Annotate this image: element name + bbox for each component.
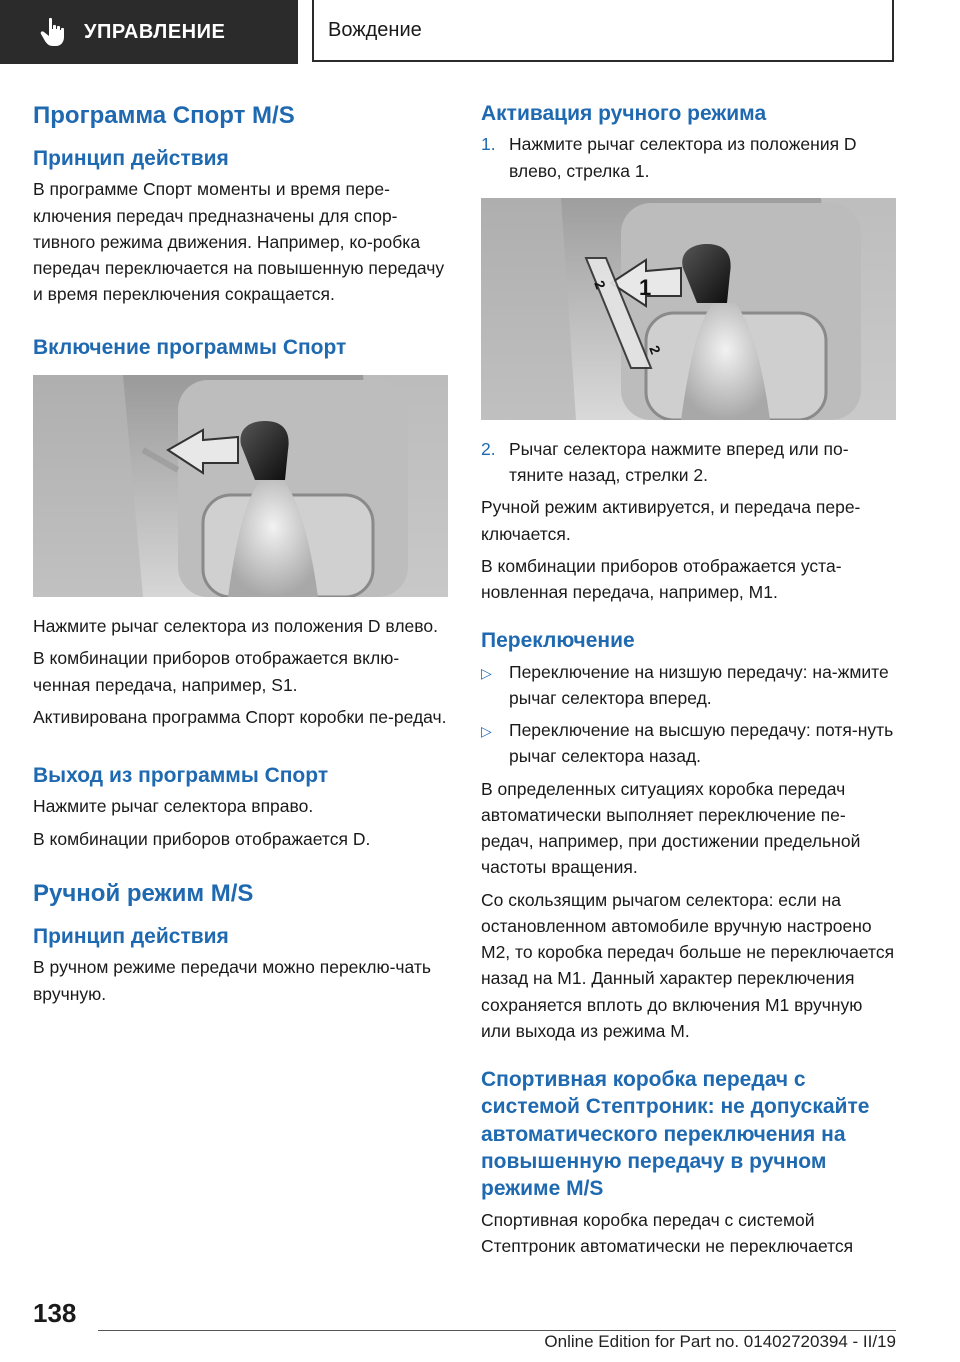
text-activate-1: Ручной режим активируется, и передача пере-ключается. xyxy=(481,497,861,544)
text-activate-2: В комбинации приборов отображается уста-новленная передача, например, M1. xyxy=(481,555,842,603)
text-manual-principle: В ручном режиме передачи можно переклю-чать вручную. xyxy=(33,957,432,1004)
arrow-label-2a: 2 xyxy=(591,277,609,292)
heading-activate-manual: Активация ручного режима xyxy=(481,102,767,125)
list-item xyxy=(481,436,896,489)
gear-selector-photo-left xyxy=(33,375,448,597)
heading-exit-sport: Выход из программы Спорт xyxy=(33,764,329,788)
step-text: Нажмите рычаг селектора из положения D влево, стрелка 1. xyxy=(509,134,857,181)
right-column xyxy=(481,100,896,1265)
text-principle: В программе Спорт моменты и время пере-ключения передач предназначены для спор-тивного режима движения. Например, ко-робка передач переключается на повышенную передачу и время переключения сокращается. xyxy=(33,179,445,305)
page-number: 138 xyxy=(33,1298,77,1328)
text-steptronic: Спортивная коробка передач с системой Стептроник автоматически не переключается xyxy=(481,1209,854,1256)
gear-selector-photo-right xyxy=(481,198,896,420)
text-enable-3: Активирована программа Спорт коробки пе-редач. xyxy=(33,706,447,727)
heading-manual-mode: Ручной режим M/S xyxy=(33,879,254,907)
list-item xyxy=(481,659,896,712)
section-tab xyxy=(0,0,298,64)
section-title: УПРАВЛЕНИЕ xyxy=(84,20,226,43)
edition-text: Online Edition for Part no. 01402720394 - II/19 xyxy=(544,1332,896,1351)
bullet-text: Переключение на низшую передачу: на-жмите рычаг селектора вперед. xyxy=(509,661,889,708)
text-enable-2: В комбинации приборов отображается вклю-ченная передача, например, S1. xyxy=(33,648,400,695)
triangle-bullet-icon: ▷ xyxy=(481,723,492,740)
chapter-box xyxy=(312,0,894,62)
text-enable-1: Нажмите рычаг селектора из положения D влево. xyxy=(33,616,438,637)
step-number: 2. xyxy=(481,438,496,459)
step-text: Рычаг селектора нажмите вперед или по-тяните назад, стрелки 2. xyxy=(509,438,849,486)
text-shift-2: Со скользящим рычагом селектора: если на остановленном автомобиле вручную настроено M2, то коробка передач больше не переключается назад на M1. Данный характер переключения сохраняется вплоть до включения M1 вручную или выхода из режима M. xyxy=(481,889,895,1041)
footer-divider xyxy=(98,1330,896,1331)
heading-manual-principle: Принцип действия xyxy=(33,925,229,949)
heading-sport-program: Программа Спорт M/S xyxy=(33,102,295,129)
heading-enable-sport: Включение программы Спорт xyxy=(33,335,347,359)
text-shift-1: В определенных ситуациях коробка передач автоматически выполняет переключение пе-редач, например, при достижении предельной частоты вращения. xyxy=(481,778,861,878)
heading-principle: Принцип действия xyxy=(33,147,229,171)
pointing-hand-icon xyxy=(40,17,66,47)
arrow-label-2b: 2 xyxy=(646,342,664,357)
heading-steptronic: Спортивная коробка передач с системой Стептроник: не допускайте автоматического переключения на повышенную передачу в ручном режиме M/S xyxy=(481,1068,870,1201)
text-exit-2: В комбинации приборов отображается D. xyxy=(33,828,371,849)
list-item xyxy=(481,717,896,770)
step-number: 1. xyxy=(481,134,496,155)
left-column xyxy=(33,100,448,1013)
list-item xyxy=(481,131,896,184)
text-exit-1: Нажмите рычаг селектора вправо. xyxy=(33,796,314,817)
bullet-text: Переключение на высшую передачу: потя-нуть рычаг селектора назад. xyxy=(509,720,894,767)
chapter-title: Вождение xyxy=(328,18,422,41)
heading-shifting: Переключение xyxy=(481,629,635,653)
triangle-bullet-icon: ▷ xyxy=(481,664,492,681)
arrow-label-1: 1 xyxy=(639,274,652,300)
